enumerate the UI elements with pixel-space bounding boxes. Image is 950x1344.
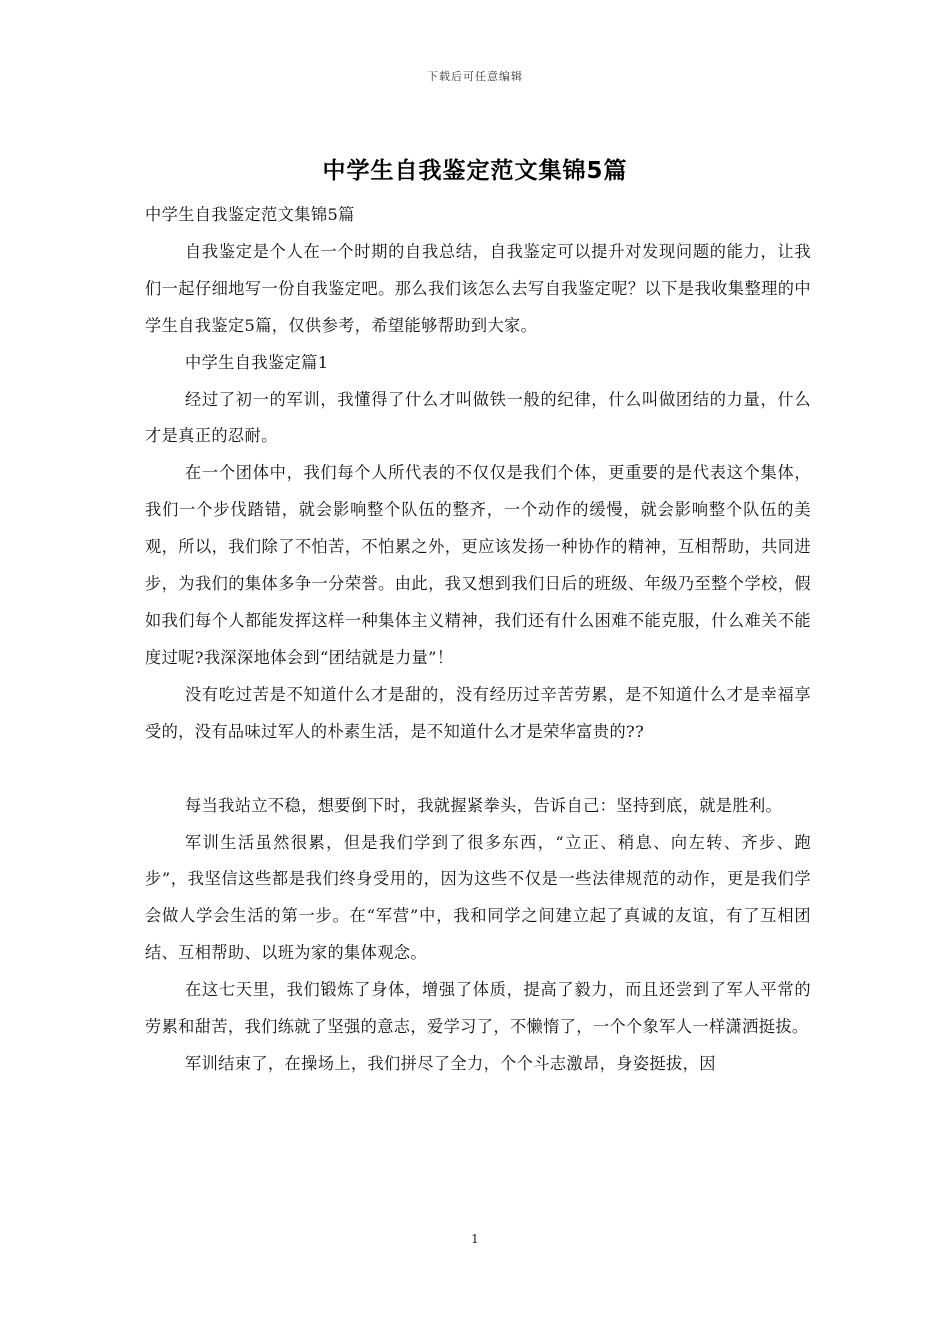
blank-line <box>145 751 811 788</box>
section-heading: 中学生自我鉴定篇1 <box>185 352 329 372</box>
paragraph: 没有吃过苦是不知道什么才是甜的，没有经历过辛苦劳累，是不知道什么才是幸福享受的，没有品味过军人的朴素生活，是不知道什么才是荣华富贵的?? <box>145 684 811 741</box>
paragraph: 军训生活虽然很累，但是我们学到了很多东西，“立正、稍息、向左转、齐步、跑步”，我坚信这些都是我们终身受用的，因为这些不仅是一些法律规范的动作，更是我们学会做人学会生活的第一步。在“军营”中，我和同学之间建立起了真诚的友谊，有了互相团结、互相帮助、以班为家的集体观念。 <box>145 832 811 963</box>
paragraph: 在这七天里，我们锻炼了身体，增强了体质，提高了毅力，而且还尝到了军人平常的劳累和甜苦，我们练就了坚强的意志，爱学习了，不懒惰了，一个个象军人一样潇洒挺拔。 <box>145 980 811 1037</box>
paragraph: 每当我站立不稳，想要倒下时，我就握紧拳头，告诉自己：坚持到底，就是胜利。 <box>185 795 783 815</box>
header-note: 下载后可任意编辑 <box>427 70 523 83</box>
document-title: 中学生自我鉴定范文集锦5篇 <box>322 158 628 184</box>
document-body <box>145 197 811 1083</box>
paragraph: 经过了初一的军训，我懂得了什么才叫做铁一般的纪律，什么叫做团结的力量，什么才是真正的忍耐。 <box>145 389 811 446</box>
paragraph-intro: 自我鉴定是个人在一个时期的自我总结，自我鉴定可以提升对发现问题的能力，让我们一起仔细地写一份自我鉴定吧。那么我们该怎么去写自我鉴定呢？以下是我收集整理的中学生自我鉴定5篇，仅供参考，希望能够帮助到大家。 <box>145 241 811 335</box>
paragraph: 在一个团体中，我们每个人所代表的不仅仅是我们个体，更重要的是代表这个集体，我们一个步伐踏错，就会影响整个队伍的整齐，一个动作的缓慢，就会影响整个队伍的美观，所以，我们除了不怕苦，不怕累之外，更应该发扬一种协作的精神，互相帮助，共同进步，为我们的集体多争一分荣誉。由此，我又想到我们日后的班级、年级乃至整个学校，假如我们每个人都能发挥这样一种集体主义精神，我们还有什么困难不能克服，什么难关不能度过呢?我深深地体会到“团结就是力量”！ <box>145 463 811 667</box>
document-subtitle: 中学生自我鉴定范文集锦5篇 <box>145 205 355 224</box>
page-number: 1 <box>471 1232 479 1246</box>
paragraph: 军训结束了，在操场上，我们拼尽了全力，个个斗志激昂，身姿挺拔，因 <box>185 1053 716 1073</box>
